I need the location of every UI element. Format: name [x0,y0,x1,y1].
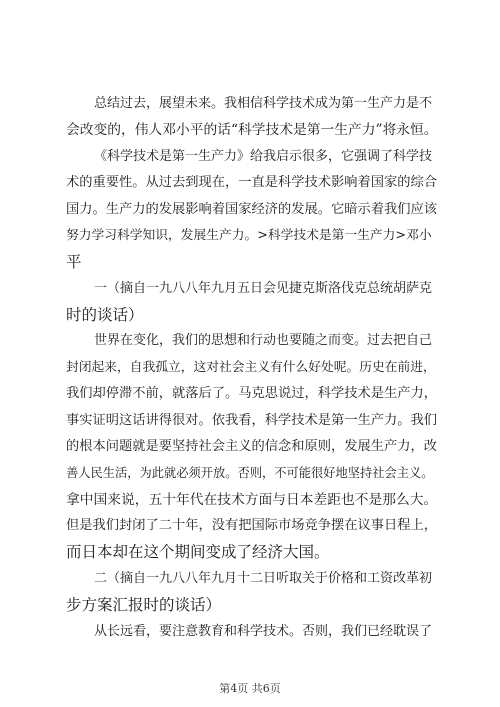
text-line: 善人民生活，为此就必须开放。否则，不可能很好地坚持社会主义。 [66,466,434,480]
text-line: 封闭起来，自我孤立，这对社会主义有什么好处呢。历史在前进， [66,360,436,375]
page-number: 第4页 共6页 [219,682,281,695]
text-line: 努力学习科学知识，发展生产力。>科学技术是第一生产力>邓小 [66,228,432,243]
text-line: 《科学技术是第一生产力》给我启示很多，它强调了科学技 [94,149,433,164]
text-line: 步方案汇报时的谈话） [66,596,222,614]
text-line: 但是我们封闭了二十年，没有把国际市场竞争摆在议事日程上， [66,518,438,533]
text-line: 世界在变化，我们的思想和行动也要随之而变。过去把自己 [94,333,433,348]
text-line: 的根本问题就是要坚持社会主义的信念和原则，发展生产力，改 [66,439,438,454]
text-line: 二（摘自一九八八年九月十二日听取关于价格和工资改革初 [94,571,433,586]
text-line: 我们却停滞不前，就落后了。马克思说过，科学技术是生产力， [66,386,438,401]
text-line: 事实证明这话讲得很对。依我看，科学技术是第一生产力。我们 [66,413,438,428]
text-line: 从长远看，要注意教育和科学技术。否则，我们已经耽误了 [94,624,433,639]
text-line: 国力。生产力的发展影响着国家经济的发展。它暗示着我们应该 [66,202,438,217]
text-line: 平 [66,253,82,271]
text-line: 一（摘自一九八八年九月五日会见捷克斯洛伐克总统胡萨克 [94,281,433,296]
text-line: 时的谈话） [66,306,144,324]
text-line: 拿中国来说，五十年代在技术方面与日本差距也不是那么大。 [66,492,438,508]
text-line: 而日本却在这个期间变成了经济大国。 [66,543,330,561]
text-line: 术的重要性。从过去到现在，一直是科学技术影响着国家的综合 [66,175,438,190]
text-line: 总结过去，展望未来。我相信科学技术成为第一生产力是不 [94,96,433,111]
text-line: 会改变的，伟人邓小平的话“科学技术是第一生产力”将永恒。 [66,122,438,138]
